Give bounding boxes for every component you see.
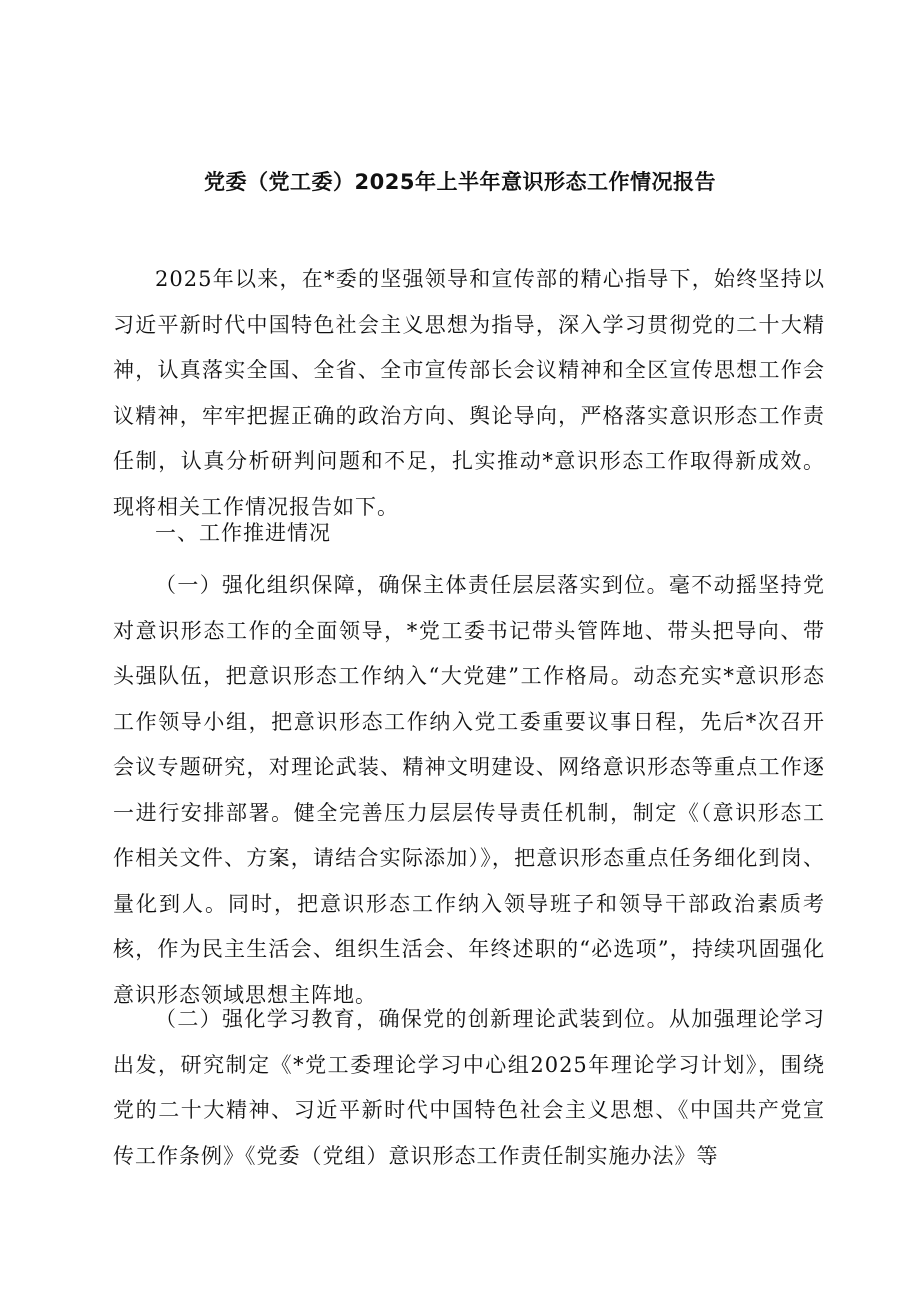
- subsection-paragraph-2: （二）强化学习教育，确保党的创新理论武装到位。从加强理论学习出发，研究制定《*党工委理论学习中心组2025年理论学习计划》，围绕党的二十大精神、习近平新时代中国特色社会主义思想、《中国共产党宣传工作条例》《党委（党组）意识形态工作责任制实施办法》等: [113, 1007, 825, 1168]
- intro-paragraph: 2025年以来，在*委的坚强领导和宣传部的精心指导下，始终坚持以习近平新时代中国特色社会主义思想为指导，深入学习贯彻党的二十大精神，认真落实全国、全省、全市宣传部长会议精神和全区宣传思想工作会议精神，牢牢把握正确的政治方向、舆论导向，严格落实意识形态工作责任制，认真分析研判问题和不足，扎实推动*意识形态工作取得新成效。现将相关工作情况报告如下。: [113, 267, 825, 519]
- document-title: 党委（党工委）2025年上半年意识形态工作情况报告: [204, 170, 716, 194]
- subsection-paragraph-1: （一）强化组织保障，确保主体责任层层落实到位。毫不动摇坚持党对意识形态工作的全面领导，*党工委书记带头管阵地、带头把导向、带头强队伍，把意识形态工作纳入“大党建”工作格局。动态充实*意识形态工作领导小组，把意识形态工作纳入党工委重要议事日程，先后*次召开会议专题研究，对理论武装、精神文明建设、网络意识形态等重点工作逐一进行安排部署。健全完善压力层层传导责任机制，制定《（意识形态工作相关文件、方案，请结合实际添加）》，把意识形态重点任务细化到岗、量化到人。同时，把意识形态工作纳入领导班子和领导干部政治素质考核，作为民主生活会、组织生活会、年终述职的“必选项”，持续巩固强化意识形态领域思想主阵地。: [113, 573, 825, 1007]
- section-heading-1: 一、工作推进情况: [155, 521, 331, 545]
